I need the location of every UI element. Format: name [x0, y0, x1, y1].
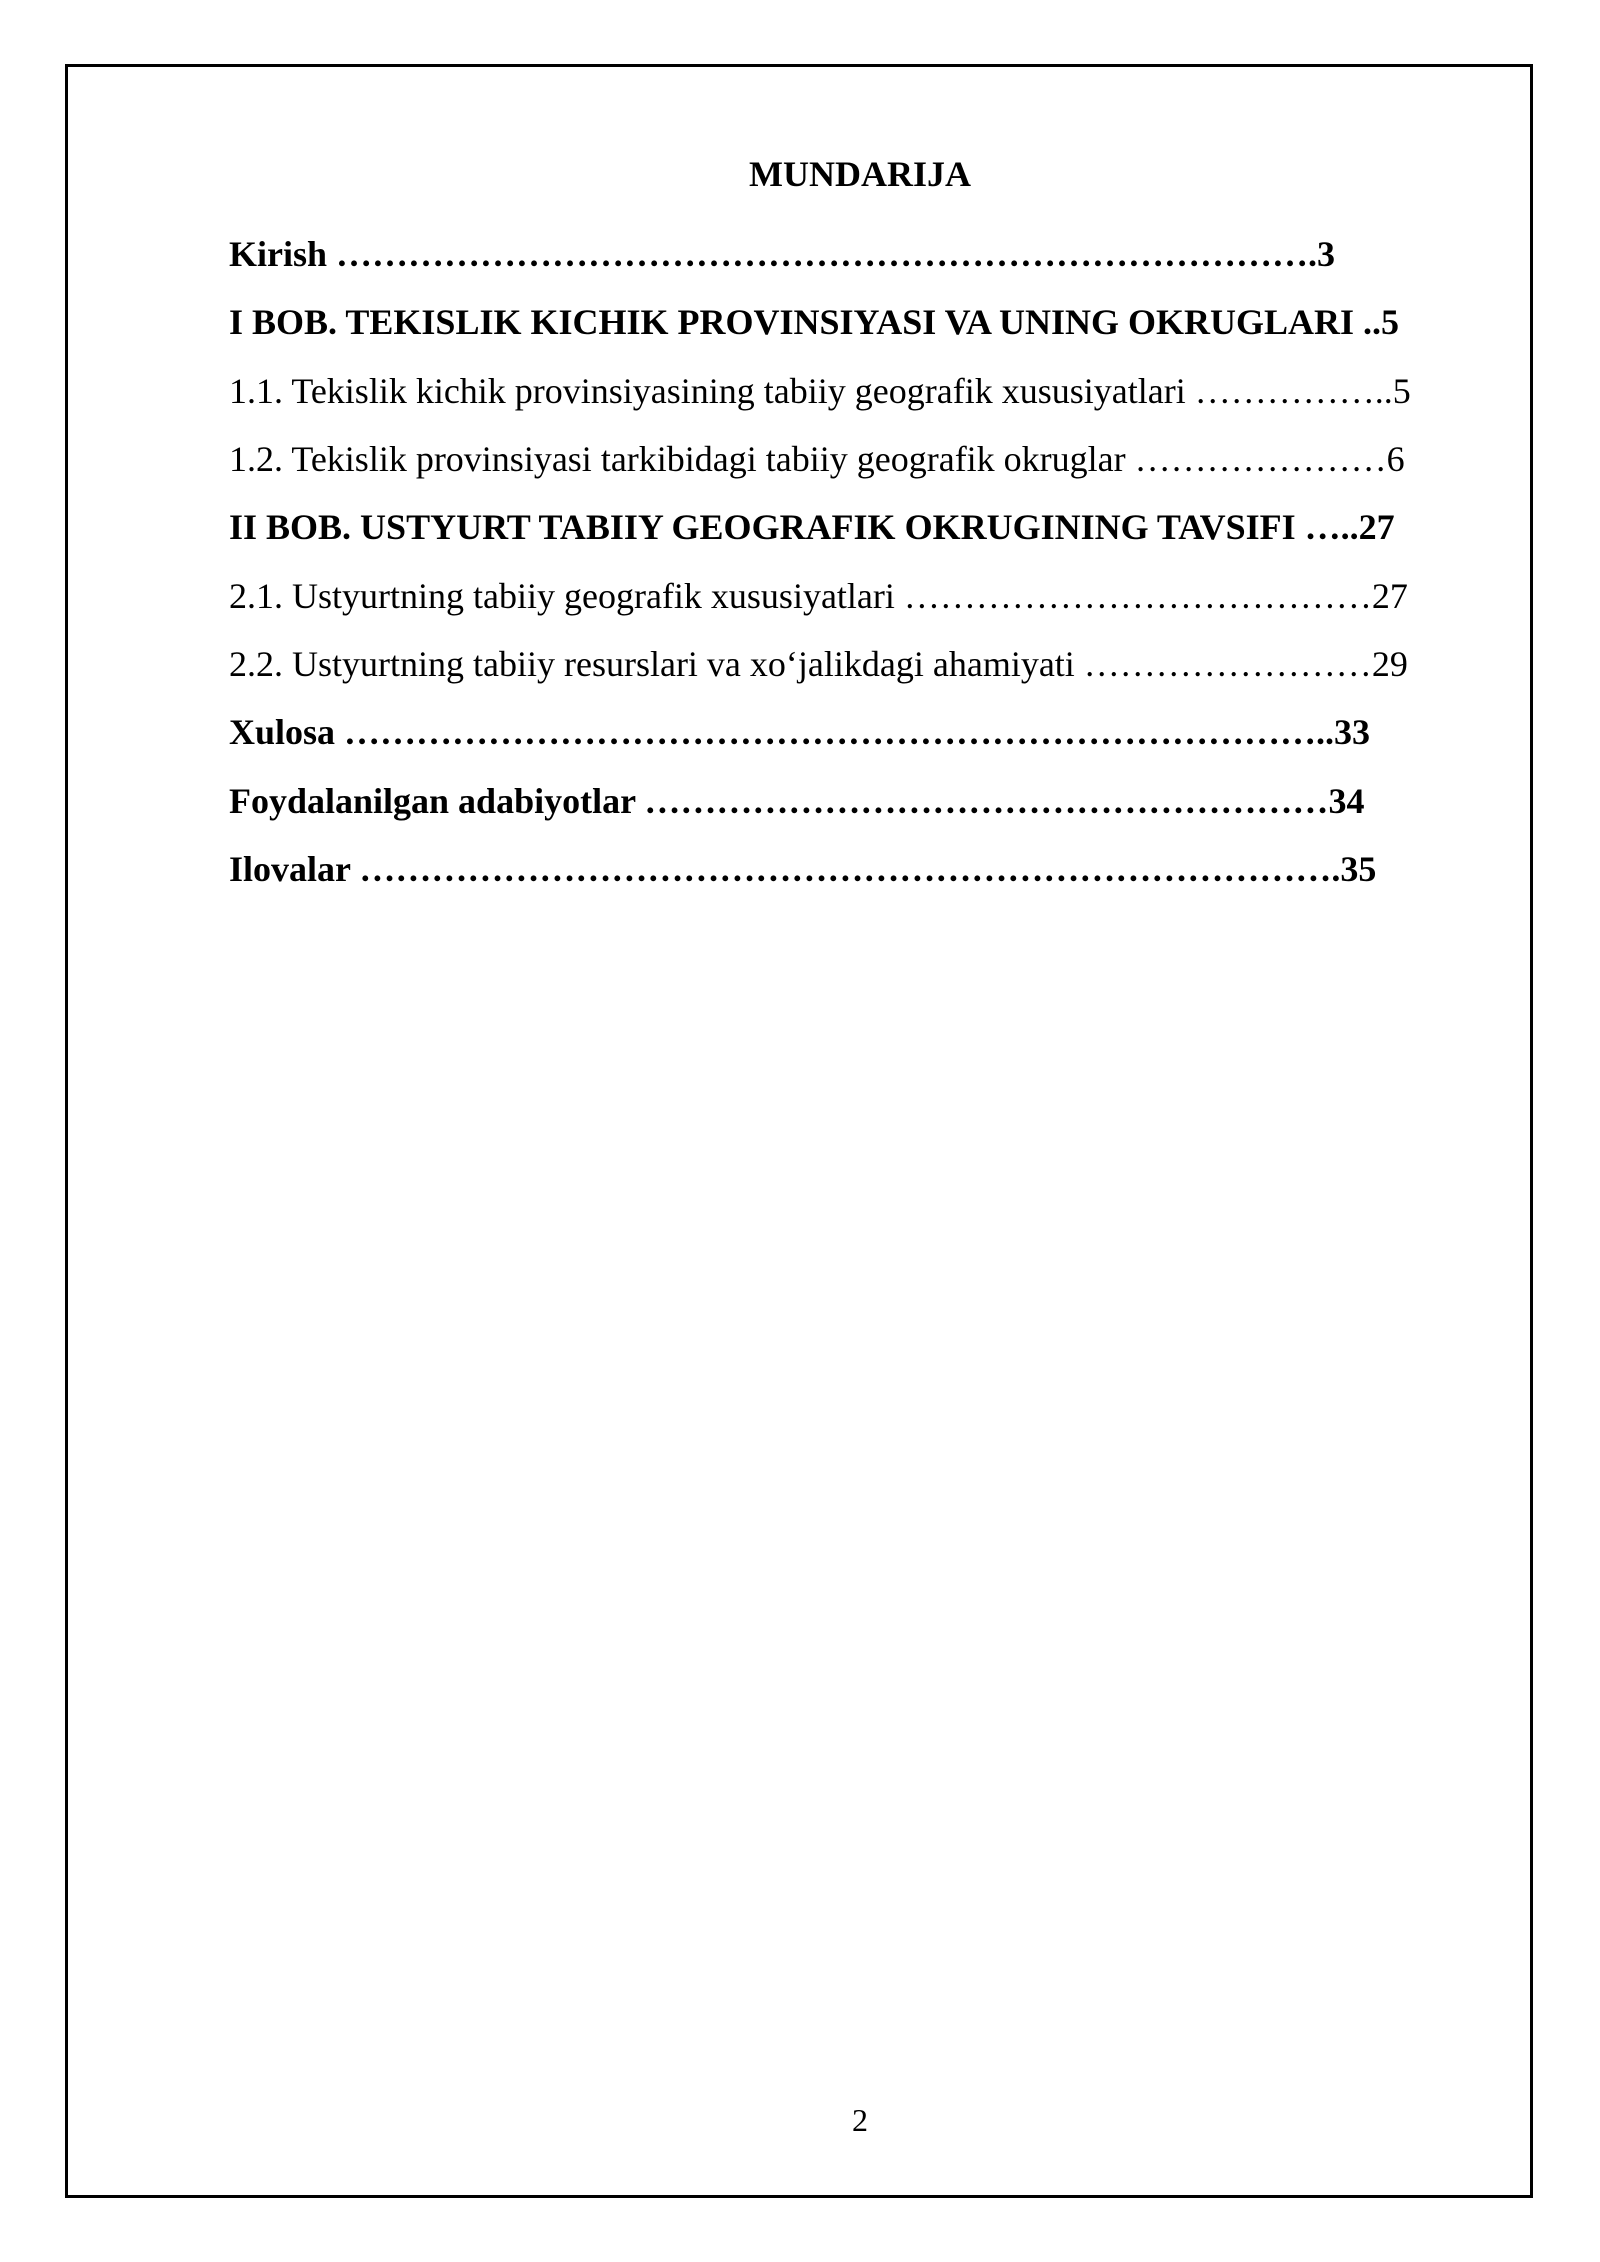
toc-entry-page: 29	[1371, 643, 1408, 684]
toc-entry-section-2-2[interactable]	[229, 630, 1469, 698]
toc-entry-text: 1.2. Tekislik provinsiyasi tarkibidagi tabiiy geografik okruglar …………………	[229, 439, 1387, 480]
toc-entry-text: 2.2. Ustyurtning tabiiy resurslari va xo‘jalikdagi ahamiyati ……………………	[229, 643, 1372, 684]
toc-entry-page: 3	[1317, 234, 1336, 275]
toc-entry-page: 5	[1380, 302, 1399, 343]
toc-entry-text: Kirish ……………………………………………………………………….	[229, 234, 1318, 275]
toc-entry-page: 34	[1328, 780, 1365, 821]
toc-entry-page: 6	[1386, 439, 1405, 480]
toc-entry-text: Ilovalar ……………………………………………………………………….	[229, 848, 1341, 889]
toc-entry-section-2-1[interactable]	[229, 561, 1469, 629]
toc-entry-page: 27	[1358, 507, 1395, 548]
page-number: 2	[852, 2102, 868, 2138]
toc-entry-ilovalar[interactable]	[229, 835, 1469, 903]
toc-entry-text: 1.1. Tekislik kichik provinsiyasining tabiiy geografik xususiyatlari ……………..	[229, 370, 1393, 411]
toc-entry-kirish[interactable]	[229, 220, 1469, 288]
toc-entry-text: II BOB. USTYURT TABIIY GEOGRAFIK OKRUGINING TAVSIFI …..	[229, 507, 1359, 548]
table-of-contents	[229, 220, 1469, 903]
toc-entry-page: 5	[1392, 370, 1411, 411]
toc-title: MUNDARIJA	[749, 154, 971, 194]
toc-entry-page: 33	[1334, 712, 1371, 753]
toc-entry-text: Foydalanilgan adabiyotlar …………………………………………………	[229, 780, 1329, 821]
toc-entry-page: 27	[1371, 575, 1408, 616]
toc-entry-section-1-2[interactable]	[229, 425, 1469, 493]
toc-entry-section-1-1[interactable]	[229, 357, 1469, 425]
toc-entry-adabiyotlar[interactable]	[229, 766, 1469, 834]
toc-entry-text: Xulosa ………………………………………………………………………..	[229, 712, 1335, 753]
toc-entry-xulosa[interactable]	[229, 698, 1469, 766]
toc-entry-text: I BOB. TEKISLIK KICHIK PROVINSIYASI VA UNING OKRUGLARI ..	[229, 302, 1381, 343]
toc-entry-chapter-1[interactable]	[229, 288, 1469, 356]
toc-entry-chapter-2[interactable]	[229, 493, 1469, 561]
toc-entry-page: 35	[1340, 848, 1377, 889]
toc-entry-text: 2.1. Ustyurtning tabiiy geografik xususiyatlari …………………………………	[229, 575, 1372, 616]
